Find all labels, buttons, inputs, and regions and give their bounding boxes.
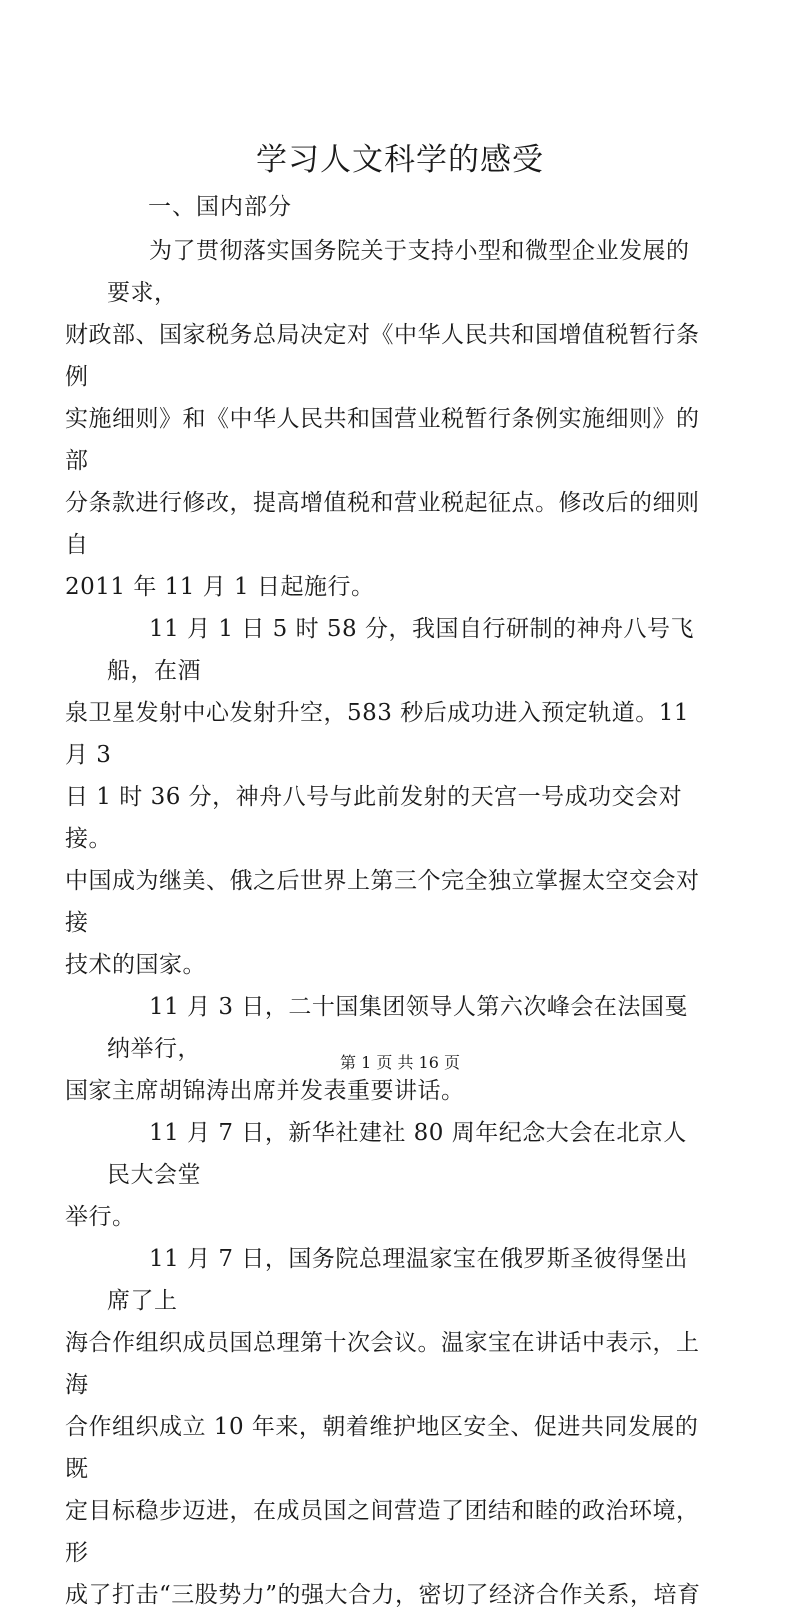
text-line: 定目标稳步迈进，在成员国之间营造了团结和睦的政治环境，形 (65, 1498, 700, 1566)
paragraph (65, 608, 707, 986)
text-line: 为了贯彻落实国务院关于支持小型和微型企业发展的要求， (107, 238, 690, 306)
section-heading: 一、国内部分 (148, 194, 292, 220)
paragraph (65, 230, 707, 608)
text-line: 日 1 时 36 分，神舟八号与此前发射的天宫一号成功交会对接。 (65, 784, 683, 852)
text-line: 合作组织成立 10 年来，朝着维护地区安全、促进共同发展的既 (65, 1414, 699, 1482)
text-line: 11 月 1 日 5 时 58 分，我国自行研制的神舟八号飞船，在酒 (107, 616, 694, 684)
paragraph (65, 1238, 707, 1616)
text-line: 11 月 3 日，二十国集团领导人第六次峰会在法国戛纳举行， (107, 994, 688, 1062)
text-line: 海合作组织成员国总理第十次会议。温家宝在讲话中表示，上海 (65, 1330, 700, 1398)
text-line: 成了打击“三股势力”的强大合力，密切了经济合作关系，培育 (65, 1582, 701, 1608)
text-line: 举行。 (65, 1204, 136, 1230)
text-line: 分条款进行修改，提高增值税和营业税起征点。修改后的细则自 (65, 490, 700, 558)
text-line: 实施细则》和《中华人民共和国营业税暂行条例实施细则》的部 (65, 406, 700, 474)
text-line: 2011 年 11 月 1 日起施行。 (65, 574, 375, 600)
text-line: 中国成为继美、俄之后世界上第三个完全独立掌握太空交会对接 (65, 868, 700, 936)
text-line: 技术的国家。 (65, 952, 206, 978)
document-body (65, 230, 707, 1616)
text-line: 11 月 7 日，新华社建社 80 周年纪念大会在北京人民大会堂 (107, 1120, 687, 1188)
paragraph (65, 986, 707, 1112)
text-line: 财政部、国家税务总局决定对《中华人民共和国增值税暂行条例 (65, 322, 700, 390)
text-line: 国家主席胡锦涛出席并发表重要讲话。 (65, 1078, 465, 1104)
text-line: 11 月 7 日，国务院总理温家宝在俄罗斯圣彼得堡出席了上 (107, 1246, 688, 1314)
document-title: 学习人文科学的感受 (256, 142, 544, 178)
page-footer: 第 1 页 共 16 页 (340, 1053, 460, 1072)
text-line: 泉卫星发射中心发射升空，583 秒后成功进入预定轨道。11 月 3 (65, 700, 689, 768)
